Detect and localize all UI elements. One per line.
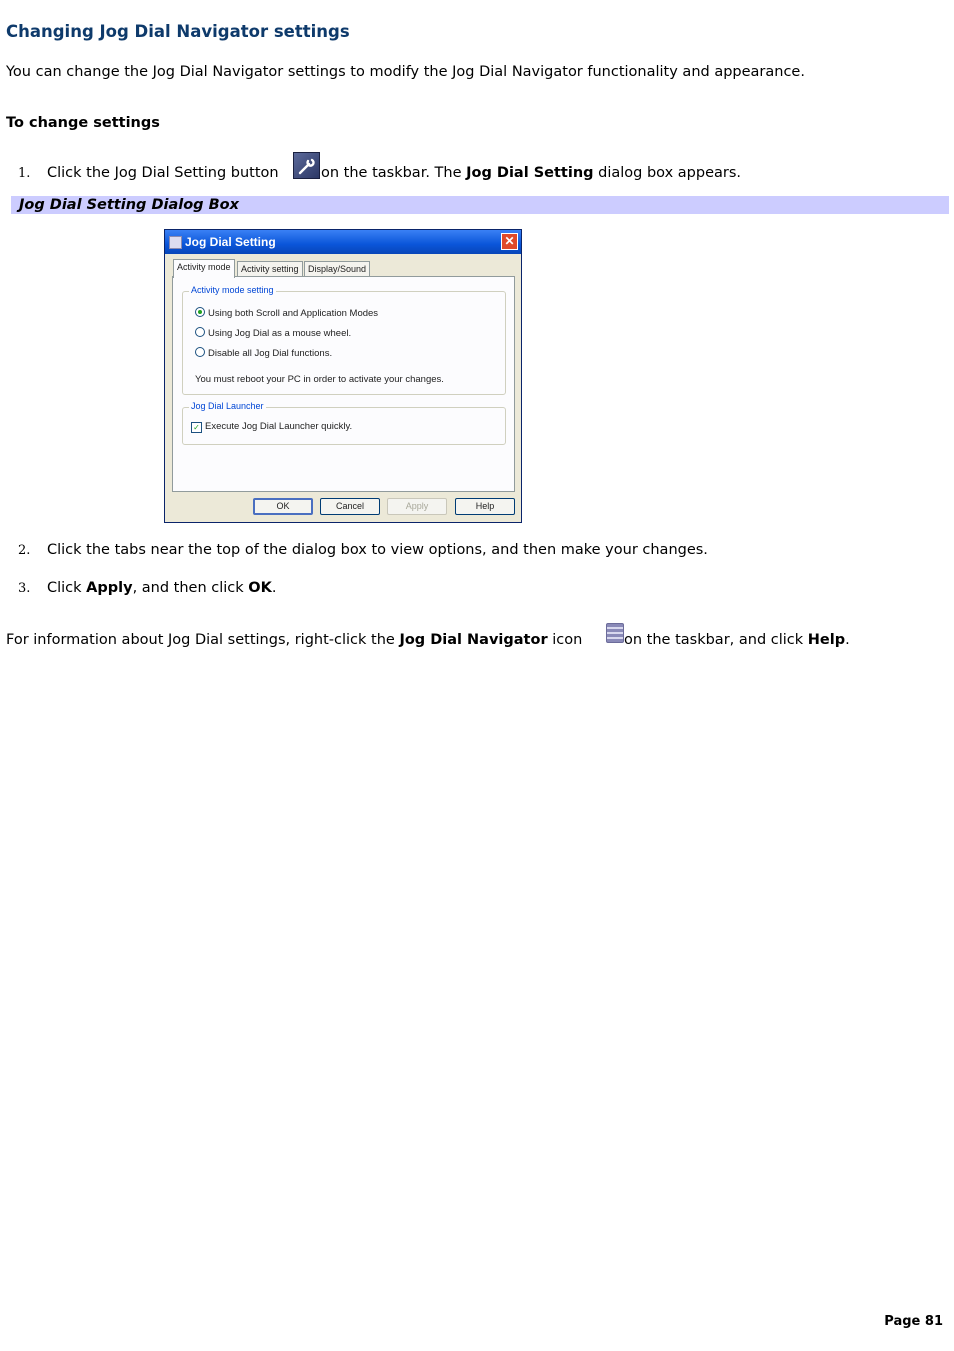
launcher-group: [182, 401, 506, 445]
navigator-bold: Jog Dial Navigator: [399, 632, 548, 648]
cancel-button[interactable]: Cancel: [320, 498, 380, 515]
app-icon: [169, 236, 182, 249]
tab-activity-setting[interactable]: Activity setting: [237, 261, 303, 277]
help-bold: Help: [807, 632, 846, 648]
step-1-bold: Jog Dial Setting: [466, 165, 594, 181]
step-3-part: .: [271, 580, 277, 596]
step-3-number: 3.: [18, 581, 31, 596]
option-label: Using both Scroll and Application Modes: [208, 308, 379, 319]
step-1-part: on the taskbar. The: [321, 165, 467, 181]
apply-bold: Apply: [86, 580, 133, 596]
step-1-text-b: [321, 165, 741, 181]
footnote-part: For information about Jog Dial settings, right-click the: [6, 632, 400, 648]
launcher-checkbox-row[interactable]: [191, 421, 352, 433]
figure-caption: Jog Dial Setting Dialog Box: [19, 197, 239, 213]
footnote-text-b: [624, 632, 850, 648]
step-1-text-a: [47, 165, 279, 181]
footnote-part: on the taskbar, and click: [624, 632, 808, 648]
intro-paragraph: You can change the Jog Dial Navigator settings to modify the Jog Dial Navigator functionality and appearance.: [6, 64, 805, 80]
tab-panel: [172, 276, 515, 492]
ok-button[interactable]: OK: [253, 498, 313, 515]
jog-dial-setting-dialog: [164, 229, 522, 523]
step-3-part: Click: [47, 580, 87, 596]
page-title: Changing Jog Dial Navigator settings: [6, 22, 350, 41]
wrench-icon: [294, 153, 319, 178]
group-legend: Jog Dial Launcher: [191, 401, 264, 411]
step-3-part: , and then click: [132, 580, 249, 596]
radio-option-disable[interactable]: [195, 347, 332, 359]
step-3-text: [47, 580, 276, 596]
checkbox-checked-icon[interactable]: ✓: [191, 422, 202, 433]
page-number: Page 81: [884, 1314, 943, 1329]
help-button[interactable]: Help: [455, 498, 515, 515]
radio-icon[interactable]: [195, 327, 205, 337]
close-icon[interactable]: ✕: [501, 233, 518, 250]
footnote-part: icon: [547, 632, 583, 648]
apply-button[interactable]: Apply: [387, 498, 447, 515]
reboot-note: You must reboot your PC in order to activate your changes.: [195, 374, 444, 385]
tab-display-sound[interactable]: Display/Sound: [304, 261, 370, 277]
step-1-part: dialog box appears.: [593, 165, 742, 181]
radio-selected-icon[interactable]: [195, 307, 205, 317]
wrench-icon: [293, 152, 320, 179]
jog-dial-navigator-icon: [606, 623, 624, 643]
radio-option-both[interactable]: [195, 307, 378, 319]
option-label: Disable all Jog Dial functions.: [208, 348, 333, 359]
step-2-number: 2.: [18, 543, 31, 558]
section-heading: To change settings: [6, 115, 160, 131]
footnote-text-a: [6, 632, 582, 648]
step-2-text: Click the tabs near the top of the dialog box to view options, and then make your changes.: [47, 542, 708, 558]
group-legend: Activity mode setting: [191, 285, 274, 295]
tab-activity-mode[interactable]: Activity mode: [173, 259, 235, 278]
option-label: Using Jog Dial as a mouse wheel.: [208, 328, 352, 339]
activity-mode-group: [182, 285, 506, 395]
checkbox-label: Execute Jog Dial Launcher quickly.: [205, 421, 353, 432]
dialog-titlebar: [165, 230, 521, 254]
radio-option-mouse-wheel[interactable]: [195, 327, 351, 339]
radio-icon[interactable]: [195, 347, 205, 357]
footnote-part: .: [845, 632, 850, 648]
dialog-title: Jog Dial Setting: [185, 235, 276, 249]
step-1-part: Click the Jog Dial Setting button: [47, 165, 279, 181]
step-1-number: 1.: [18, 166, 31, 181]
ok-bold: OK: [248, 580, 272, 596]
